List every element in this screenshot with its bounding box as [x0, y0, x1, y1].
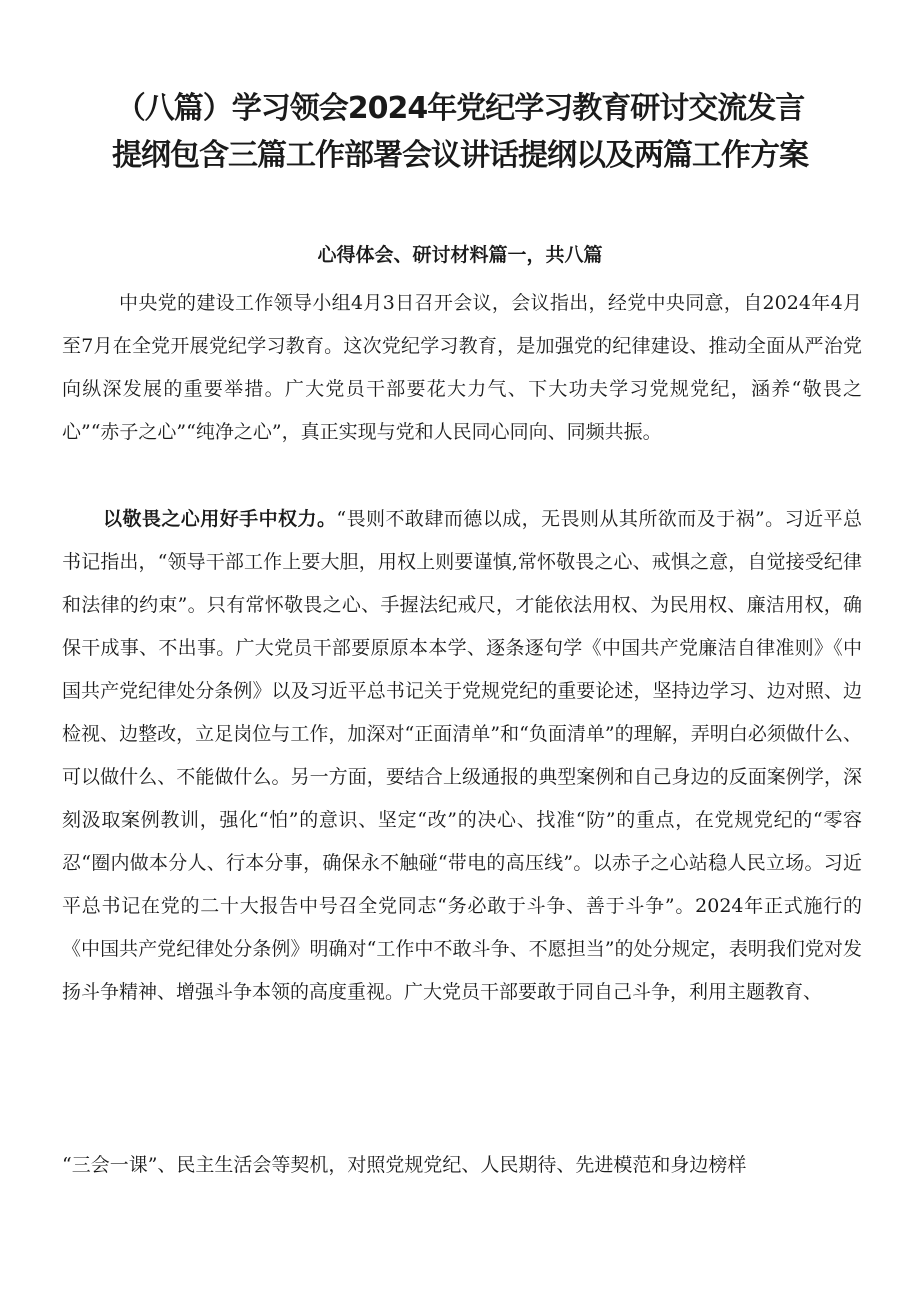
- paragraph-reverence: [62, 498, 862, 1014]
- section-subtitle: 心得体会、研讨材料篇一，共八篇: [317, 244, 603, 266]
- paragraph-lead-heading: 以敬畏之心用好手中权力。: [103, 508, 337, 530]
- paragraph-continuation: “三会一课”、民主生活会等契机，对照党规党纪、人民期待、先进模范和身边榜样: [62, 1154, 747, 1176]
- document-title-line1: （八篇）学习领会2024年党纪学习教育研讨交流发言: [115, 91, 805, 126]
- document-title-line2: 提纲包含三篇工作部署会议讲话提纲以及两篇工作方案: [112, 138, 808, 173]
- paragraph-intro: 中央党的建设工作领导小组4月3日召开会议，会议指出，经党中央同意，自2024年4月至7月在全党开展党纪学习教育。这次党纪学习教育，是加强党的纪律建设、推动全面从严治党向纵深发展的重要举措。广大党员干部要花大力气、下大功夫学习党规党纪，涵养“敬畏之心”“赤子之心”“纯净之心”，真正实现与党和人民同心同向、同频共振。: [62, 292, 862, 443]
- paragraph-body: “畏则不敢肆而德以成，无畏则从其所欲而及于祸”。习近平总书记指出，“领导干部工作上要大胆，用权上则要谨慎,常怀敬畏之心、戒惧之意，自觉接受纪律和法律的约束”。只有常怀敬畏之心、手握法纪戒尺，才能依法用权、为民用权、廉洁用权，确保干成事、不出事。广大党员干部要原原本本学、逐条逐句学《中国共产党廉洁自律准则》《中国共产党纪律处分条例》以及习近平总书记关于党规党纪的重要论述，坚持边学习、边对照、边检视、边整改，立足岗位与工作，加深对“正面清单”和“负面清单”的理解，弄明白必须做什么、可以做什么、不能做什么。另一方面，要结合上级通报的典型案例和自己身边的反面案例学，深刻汲取案例教训，强化“怕”的意识、坚定“改”的决心、找准“防”的重点，在党规党纪的“零容忍“圈内做本分人、行本分事，确保永不触碰“带电的高压线”。以赤子之心站稳人民立场。习近平总书记在党的二十大报告中号召全党同志“务必敢于斗争、善于斗争”。2024年正式施行的《中国共产党纪律处分条例》明确对“工作中不敢斗争、不愿担当”的处分规定，表明我们党对发扬斗争精神、增强斗争本领的高度重视。广大党员干部要敢于同自己斗争，利用主题教育、: [62, 508, 862, 1003]
